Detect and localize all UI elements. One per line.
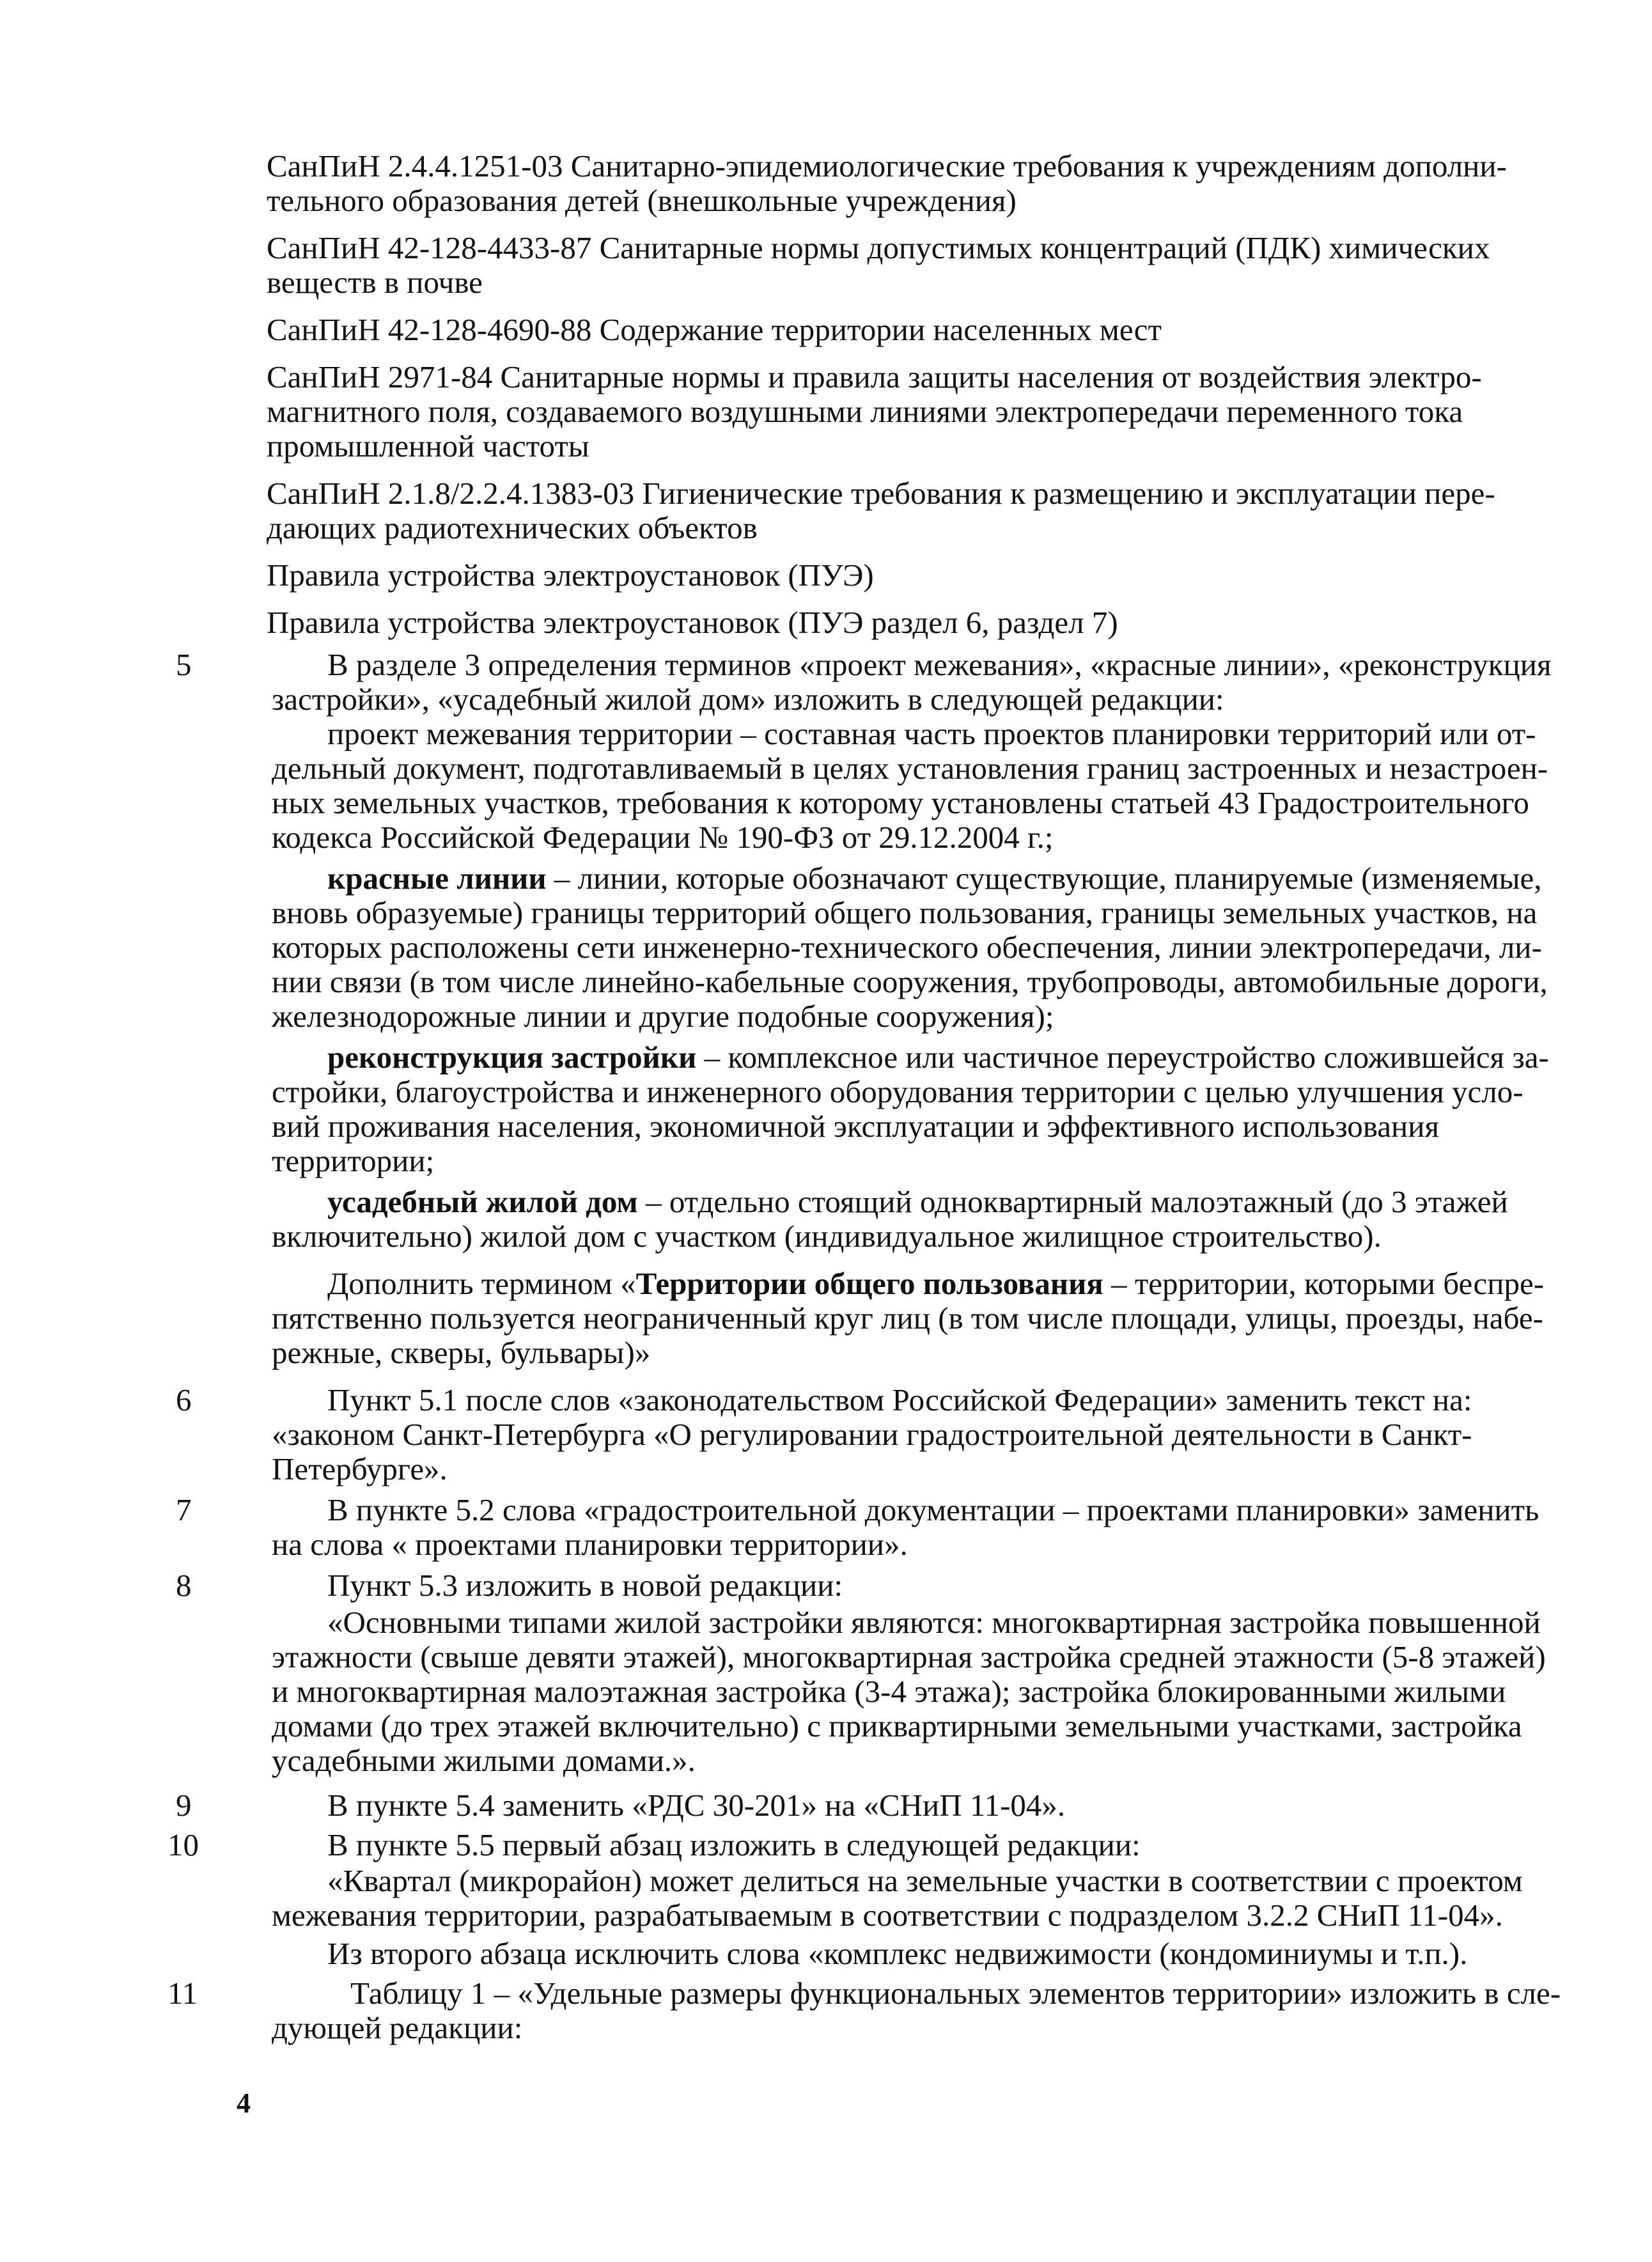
def-reconstruction-term: реконструкция застройки: [327, 1040, 697, 1075]
item-number-5: 5: [176, 647, 192, 682]
item-number-10: 10: [168, 1827, 199, 1862]
page-number: 4: [237, 2087, 251, 2119]
item5-intro-line1: В разделе 3 определения терминов «проект межевания», «красные линии», «реконструкция: [327, 647, 1552, 682]
add-term-line1: [327, 1266, 1544, 1302]
item6-line2: «законом Санкт-Петербурга «О регулировании градостроительной деятельности в Санкт-: [272, 1417, 1472, 1452]
item8-line6: усадебными жилыми домами.».: [272, 1743, 696, 1778]
item8-line2: «Основными типами жилой застройки являются: многоквартирная застройка повышенной: [327, 1605, 1541, 1640]
item-number-7: 7: [176, 1492, 192, 1527]
def-house-text: – отдельно стоящий одноквартирный малоэтажный (до 3 этажей: [637, 1184, 1508, 1219]
def-reconstruction-line2: стройки, благоустройства и инженерного оборудования территории с целью улучшения усло-: [272, 1074, 1523, 1109]
item8-line4: и многоквартирная малоэтажная застройка (3-4 этажа); застройка блокированными жилыми: [272, 1674, 1506, 1709]
item-number-6: 6: [176, 1382, 192, 1417]
def-red-lines-line5: железнодорожные линии и другие подобные сооружения);: [272, 999, 1054, 1034]
ref-sanpin-4433-line2: веществ в почве: [267, 265, 483, 300]
add-term-prefix: Дополнить термином «: [327, 1266, 636, 1301]
item-number-8: 8: [176, 1568, 192, 1603]
item10-line3: межевания территории, разрабатываемым в соответствии с подразделом 3.2.2 СНиП 11-04».: [272, 1898, 1503, 1933]
def-reconstruction-line3: вий проживания населения, экономичной эксплуатации и эффективного использования: [272, 1109, 1439, 1144]
def-red-lines-text: – линии, которые обозначают существующие, планируемые (изменяемые,: [546, 861, 1542, 896]
item8-line3: этажности (свыше девяти этажей), многоквартирная застройка средней этажности (5-8 этажей): [272, 1639, 1546, 1674]
add-term-line2: пятственно пользуется неограниченный круг лиц (в том числе площади, улицы, проезды, набе-: [272, 1300, 1543, 1336]
item8-line1: Пункт 5.3 изложить в новой редакции:: [327, 1568, 843, 1603]
ref-sanpin-1251-line2: тельного образования детей (внешкольные учреждения): [267, 183, 1017, 218]
item11-line2: дующей редакции:: [272, 2010, 523, 2045]
add-term-text: – территории, которыми беспре-: [1103, 1266, 1545, 1301]
item-number-9: 9: [176, 1788, 192, 1823]
def-house-line1: [327, 1184, 1508, 1220]
def-project-line2: дельный документ, подготавливаемый в целях установления границ застроенных и незастроен-: [272, 751, 1548, 786]
def-reconstruction-line4: территории;: [272, 1143, 435, 1178]
ref-sanpin-2971-line3: промышленной частоты: [267, 428, 589, 464]
item-number-11: 11: [168, 1976, 198, 2011]
def-red-lines-term: красные линии: [327, 861, 547, 896]
def-project-line4: кодекса Российской Федерации № 190-ФЗ от 29.12.2004 г.;: [272, 820, 1054, 855]
add-term-name: Территории общего пользования: [635, 1266, 1103, 1301]
item6-line1: Пункт 5.1 после слов «законодательством Российской Федерации» заменить текст на:: [327, 1382, 1472, 1417]
add-term-line3: режные, скверы, бульвары)»: [272, 1335, 651, 1370]
ref-sanpin-1383-line2: дающих радиотехнических объектов: [267, 510, 758, 545]
item10-line1: В пункте 5.5 первый абзац изложить в следующей редакции:: [327, 1827, 1141, 1862]
item5-intro-line2: застройки», «усадебный жилой дом» изложить в следующей редакции:: [272, 682, 1224, 717]
item11-line1: Таблицу 1 – «Удельные размеры функциональных элементов территории» изложить в сле-: [350, 1976, 1561, 2011]
def-red-lines-line1: [327, 861, 1542, 896]
ref-pue-sections: Правила устройства электроустановок (ПУЭ раздел 6, раздел 7): [267, 605, 1118, 640]
ref-sanpin-2971-line2: магнитного поля, создаваемого воздушными линиями электропередачи переменного тока: [267, 394, 1463, 429]
ref-pue: Правила устройства электроустановок (ПУЭ): [267, 558, 874, 593]
def-project-line1: проект межевания территории – составная часть проектов планировки территорий или от-: [327, 716, 1536, 751]
item10-line4: Из второго абзаца исключить слова «комплекс недвижимости (кондоминиумы и т.п.).: [327, 1936, 1468, 1971]
def-reconstruction-line1: [327, 1040, 1549, 1075]
ref-sanpin-4690: СанПиН 42-128-4690-88 Содержание территории населенных мест: [267, 312, 1162, 347]
item7-line1: В пункте 5.2 слова «градостроительной документации – проектами планировки» заменить: [327, 1492, 1539, 1527]
item7-line2: на слова « проектами планировки территории».: [272, 1527, 908, 1562]
ref-sanpin-4433-line1: СанПиН 42-128-4433-87 Санитарные нормы допустимых концентраций (ПДК) химических: [267, 230, 1490, 265]
def-house-line2: включительно) жилой дом с участком (индивидуальное жилищное строительство).: [272, 1219, 1382, 1254]
def-red-lines-line2: вновь образуемые) границы территорий общего пользования, границы земельных участков, на: [272, 895, 1538, 930]
ref-sanpin-1251-line1: СанПиН 2.4.4.1251-03 Санитарно-эпидемиологические требования к учреждениям дополни-: [267, 148, 1507, 183]
def-red-lines-line4: нии связи (в том числе линейно-кабельные сооружения, трубопроводы, автомобильные дороги,: [272, 964, 1548, 999]
def-reconstruction-text: – комплексное или частичное переустройство сложившейся за-: [696, 1040, 1549, 1075]
item8-line5: домами (до трех этажей включительно) с приквартирными земельными участками, застройка: [272, 1708, 1522, 1743]
ref-sanpin-2971-line1: СанПиН 2971-84 Санитарные нормы и правила защиты населения от воздействия электро-: [267, 359, 1482, 394]
def-red-lines-line3: которых расположены сети инженерно-технического обеспечения, линии электропередачи, ли-: [272, 930, 1542, 965]
item10-line2: «Квартал (микрорайон) может делиться на земельные участки в соответствии с проектом: [327, 1863, 1523, 1898]
item9-line1: В пункте 5.4 заменить «РДС 30-201» на «СНиП 11-04».: [327, 1788, 1066, 1823]
def-project-line3: ных земельных участков, требования к которому установлены статьей 43 Градостроительного: [272, 785, 1529, 820]
item6-line3: Петербурге».: [272, 1451, 448, 1486]
def-house-term: усадебный жилой дом: [327, 1184, 638, 1219]
ref-sanpin-1383-line1: СанПиН 2.1.8/2.2.4.1383-03 Гигиенические требования к размещению и эксплуатации пере-: [267, 476, 1495, 511]
